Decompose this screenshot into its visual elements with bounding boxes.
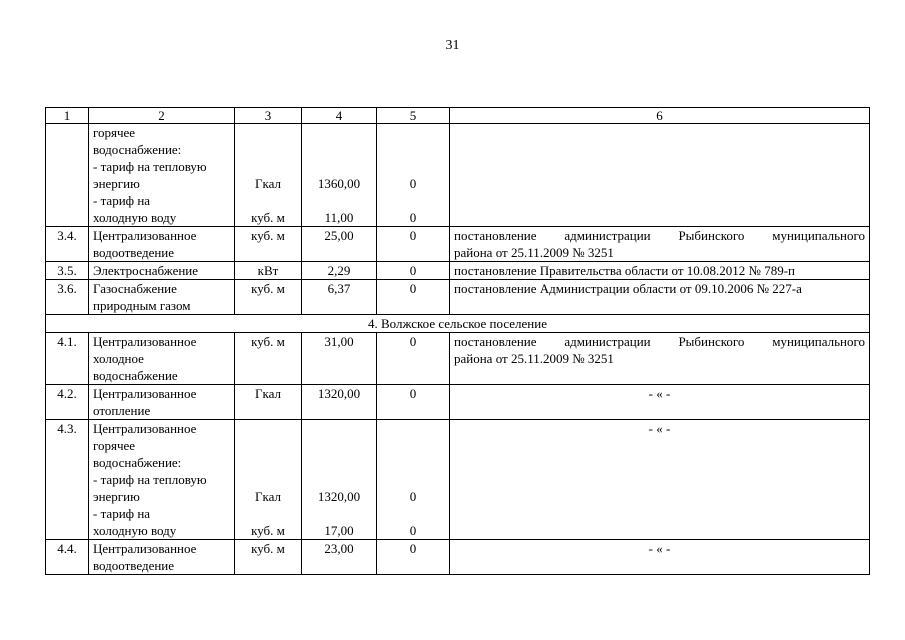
row-number-cell: 4.4. xyxy=(46,540,89,575)
table-row xyxy=(46,280,870,315)
page-number: 31 xyxy=(445,38,460,53)
table-row xyxy=(46,385,870,420)
row-number-cell: 3.4. xyxy=(46,227,89,262)
unit-cell: кВт xyxy=(235,262,302,280)
col5-cell: 0 xyxy=(377,540,450,575)
header-cell: 3 xyxy=(235,108,302,124)
row-number-cell: 3.5. xyxy=(46,262,89,280)
table-header-row xyxy=(46,108,870,124)
value-cell: 25,00 xyxy=(302,227,377,262)
document-cell: - « - xyxy=(450,385,870,420)
table-row xyxy=(46,227,870,262)
service-name-cell: Централизованное горячее водоснабжение: - тариф на тепловую энергию - тариф на холодную воду xyxy=(89,420,235,540)
col5-cell: 0 xyxy=(377,280,450,315)
unit-cell: Гкал куб. м xyxy=(235,420,302,540)
section-row xyxy=(46,315,870,333)
col5-cell: 0 0 xyxy=(377,124,450,227)
unit-cell: Гкал xyxy=(235,385,302,420)
document-cell: постановление администрации Рыбинского муниципального района от 25.11.2009 № 3251 xyxy=(450,227,870,262)
document-cell: постановление администрации Рыбинского муниципального района от 25.11.2009 № 3251 xyxy=(450,333,870,385)
value-cell: 31,00 xyxy=(302,333,377,385)
service-name-cell: горячее водоснабжение: - тариф на тепловую энергию - тариф на холодную воду xyxy=(89,124,235,227)
unit-cell: куб. м xyxy=(235,333,302,385)
table-row xyxy=(46,333,870,385)
header-cell: 6 xyxy=(450,108,870,124)
unit-cell: куб. м xyxy=(235,227,302,262)
value-cell: 6,37 xyxy=(302,280,377,315)
table-row xyxy=(46,262,870,280)
document-cell: постановление Администрации области от 09.10.2006 № 227-а xyxy=(450,280,870,315)
header-cell: 5 xyxy=(377,108,450,124)
service-name-cell: Централизованное отопление xyxy=(89,385,235,420)
unit-cell: куб. м xyxy=(235,540,302,575)
header-cell: 2 xyxy=(89,108,235,124)
table-row xyxy=(46,540,870,575)
header-cell: 4 xyxy=(302,108,377,124)
value-cell: 1320,00 xyxy=(302,385,377,420)
unit-cell: куб. м xyxy=(235,280,302,315)
col5-cell: 0 xyxy=(377,385,450,420)
service-name-cell: Централизованное водоотведение xyxy=(89,540,235,575)
tariff-table xyxy=(45,107,870,575)
header-cell: 1 xyxy=(46,108,89,124)
col5-cell: 0 0 xyxy=(377,420,450,540)
col5-cell: 0 xyxy=(377,333,450,385)
document-cell: - « - xyxy=(450,540,870,575)
row-number-cell: 4.3. xyxy=(46,420,89,540)
value-cell: 1360,00 11,00 xyxy=(302,124,377,227)
document-cell xyxy=(450,124,870,227)
table-row xyxy=(46,124,870,227)
document-cell: постановление Правительства области от 10.08.2012 № 789-п xyxy=(450,262,870,280)
service-name-cell: Электроснабжение xyxy=(89,262,235,280)
value-cell: 23,00 xyxy=(302,540,377,575)
value-cell: 1320,00 17,00 xyxy=(302,420,377,540)
row-number-cell: 4.2. xyxy=(46,385,89,420)
row-number-cell: 4.1. xyxy=(46,333,89,385)
document-cell: - « - xyxy=(450,420,870,540)
service-name-cell: Централизованное водоотведение xyxy=(89,227,235,262)
service-name-cell: Газоснабжение природным газом xyxy=(89,280,235,315)
row-number-cell xyxy=(46,124,89,227)
col5-cell: 0 xyxy=(377,227,450,262)
table-row xyxy=(46,420,870,540)
service-name-cell: Централизованное холодное водоснабжение xyxy=(89,333,235,385)
col5-cell: 0 xyxy=(377,262,450,280)
row-number-cell: 3.6. xyxy=(46,280,89,315)
value-cell: 2,29 xyxy=(302,262,377,280)
unit-cell: Гкал куб. м xyxy=(235,124,302,227)
section-title: 4. Волжское сельское поселение xyxy=(46,315,870,333)
